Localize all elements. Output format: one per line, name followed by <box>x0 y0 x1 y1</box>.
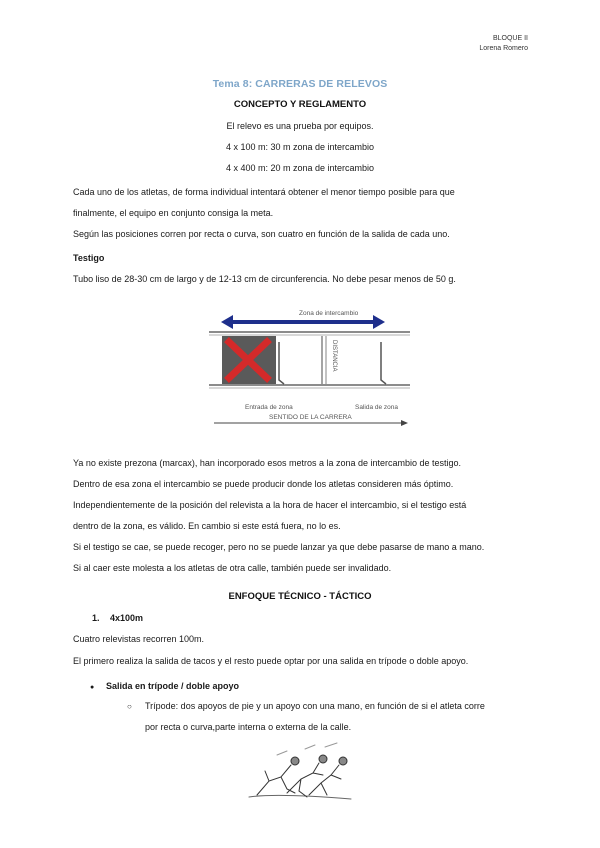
numbered-heading <box>92 613 143 623</box>
paragraph-line: El primero realiza la salida de tacos y el resto puede optar por una salida en trípode o doble apoyo. <box>73 656 469 666</box>
runner-figure <box>309 765 341 795</box>
intro-line: El relevo es una prueba por equipos. <box>226 121 374 131</box>
item-number: 1. <box>92 613 100 623</box>
paragraph-line: Si al caer este molesta a los atletas de otra calle, también puede ser invalidado. <box>73 563 392 573</box>
paragraph-line: Según las posiciones corren por recta o curva, son cuatro en función de la salida de cada uno. <box>73 229 450 239</box>
section-heading-concept: CONCEPTO Y REGLAMENTO <box>233 99 367 110</box>
direction-label: SENTIDO DE LA CARRERA <box>269 414 352 421</box>
paragraph-line: dentro de la zona, es válido. En cambio si este está fuera, no lo es. <box>73 521 341 531</box>
paragraph-line: Cada uno de los atletas, de forma individual intentará obtener el menor tiempo posible para que <box>73 187 455 197</box>
hollow-bullet-icon: ○ <box>127 702 132 711</box>
paragraph-line: Si el testigo se cae, se puede recoger, pero no se puede lanzar ya que debe pasarse de mano a mano. <box>73 542 485 552</box>
header-author: Lorena Romero <box>479 45 528 52</box>
section-heading-technique: ENFOQUE TÉCNICO - TÁCTICO <box>228 591 372 602</box>
hook-mark <box>279 342 284 384</box>
intro-line: 4 x 100 m: 30 m zona de intercambio <box>225 142 375 152</box>
direction-arrow-head <box>401 420 408 426</box>
sub-bullet-item <box>127 701 485 711</box>
bullet-text: Salida en trípode / doble apoyo <box>106 681 240 691</box>
paragraph-line: Dentro de esa zona el intercambio se puede producir donde los atletas consideren más óptimo. <box>73 479 454 489</box>
exit-label: Salida de zona <box>355 404 399 411</box>
bullet-icon: ● <box>90 684 95 691</box>
paragraph-line: Ya no existe prezona (marcax), han incorporado esos metros a la zona de intercambio de testigo. <box>73 458 462 468</box>
zone-arrow-right-head <box>373 315 385 329</box>
testigo-text: Tubo liso de 28-30 cm de largo y de 12-13 cm de circunferencia. No debe pesar menos de 50 g. <box>73 274 456 284</box>
runners-illustration <box>247 735 353 805</box>
hook-mark <box>381 342 386 384</box>
intro-line: 4 x 400 m: 20 m zona de intercambio <box>225 163 375 173</box>
paragraph-line: Cuatro relevistas recorren 100m. <box>73 634 205 644</box>
exchange-zone-diagram <box>209 302 410 430</box>
header-block: BLOQUE II <box>492 35 528 42</box>
testigo-heading: Testigo <box>73 253 105 263</box>
bullet-item <box>90 681 239 691</box>
paragraph-line: finalmente, el equipo en conjunto consiga la meta. <box>73 208 274 218</box>
sub-bullet-text: Trípode: dos apoyos de pie y un apoyo con una mano, en función de si el atleta corre <box>145 701 485 711</box>
paragraph-line: Independientemente de la posición del relevista a la hora de hacer el intercambio, si el testigo está <box>73 500 467 510</box>
page-header <box>479 34 528 54</box>
entry-label: Entrada de zona <box>245 404 293 411</box>
item-label: 4x100m <box>110 613 144 623</box>
distance-label: DISTANCIA <box>331 340 337 372</box>
sub-bullet-continuation: por recta o curva,parte interna o externa de la calle. <box>145 722 352 732</box>
zone-arrow-left-head <box>221 315 233 329</box>
document-title: Tema 8: CARRERAS DE RELEVOS <box>212 78 388 90</box>
zone-label: Zona de intercambio <box>299 310 359 317</box>
